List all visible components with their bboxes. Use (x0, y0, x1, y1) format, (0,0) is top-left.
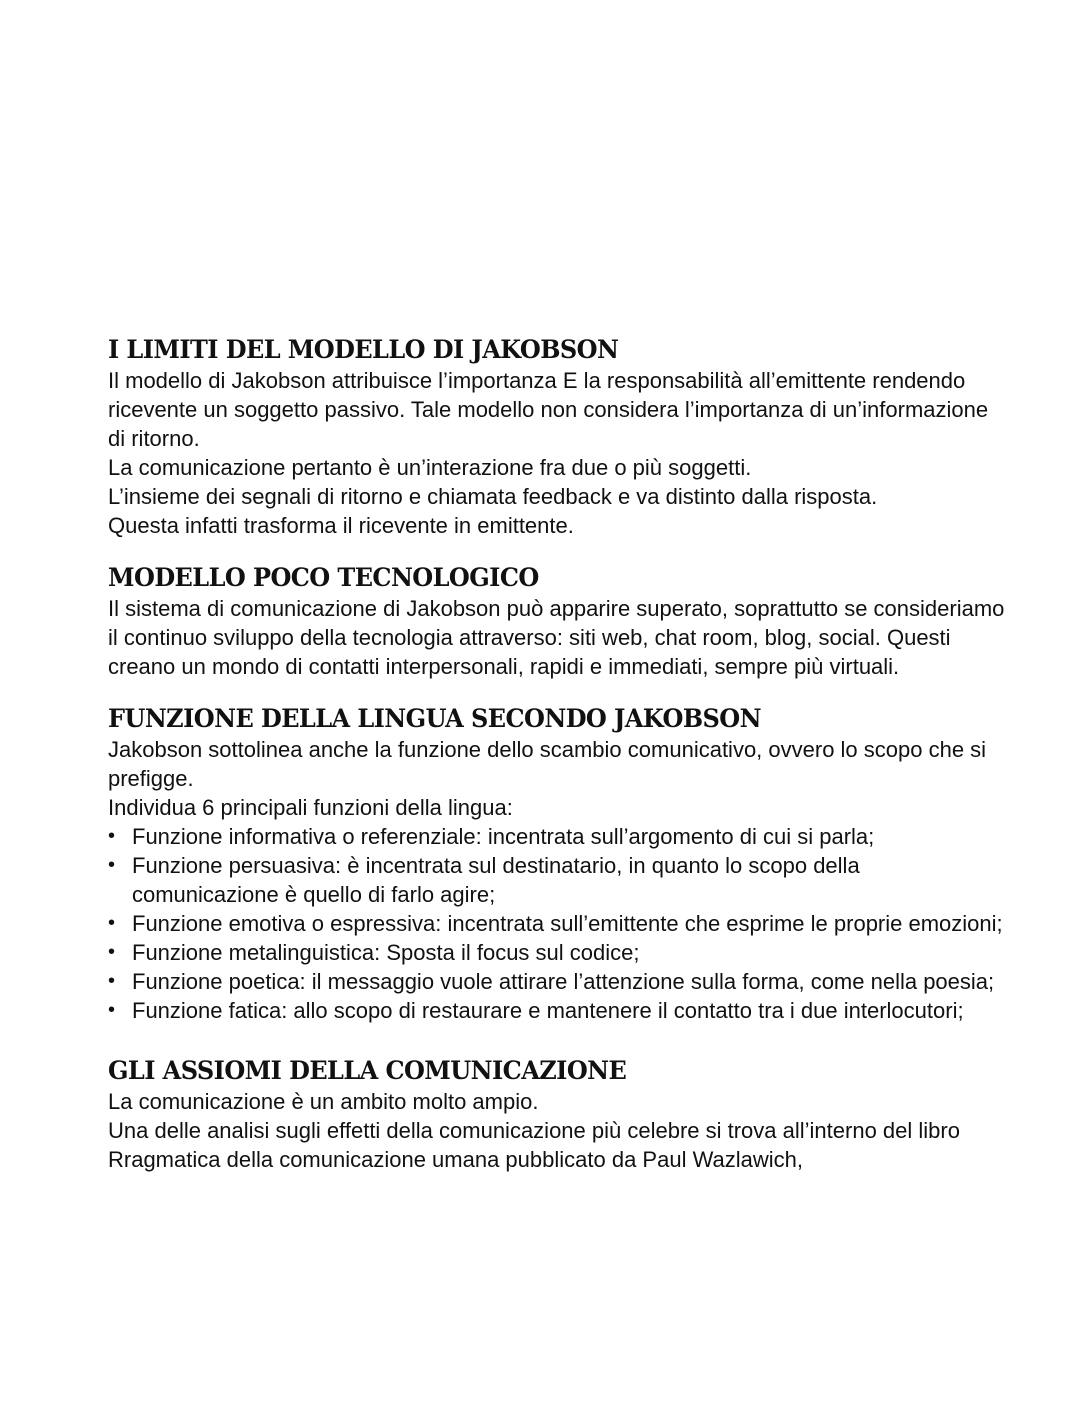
list-item: • Funzione fatica: allo scopo di restaurare e mantenere il contatto tra i due interlocutori; (108, 996, 1008, 1025)
paragraph: Questa infatti trasforma il ricevente in emittente. (108, 513, 574, 538)
list-item: • Funzione persuasiva: è incentrata sul destinatario, in quanto lo scopo della comunicazione è quello di farlo agire; (108, 851, 1008, 909)
section-heading: GLI ASSIOMI DELLA COMUNICAZIONE (108, 1056, 627, 1085)
section-assiomi-comunicazione (108, 1055, 1008, 1174)
document-page (108, 334, 1008, 1196)
paragraph: Il modello di Jakobson attribuisce l’importanza E la responsabilità all’emittente rendendo ricevente un soggetto passivo. Tale modello non considera l’importanza di un’informazione di ritorno. (108, 368, 989, 451)
section-limiti-modello (108, 334, 1008, 540)
paragraph: Individua 6 principali funzioni della lingua: (108, 795, 513, 820)
section-heading: MODELLO POCO TECNOLOGICO (108, 563, 539, 592)
section-modello-poco-tecnologico (108, 562, 1008, 681)
paragraph: La comunicazione è un ambito molto ampio. (108, 1089, 539, 1114)
paragraph: La comunicazione pertanto è un’interazione fra due o più soggetti. (108, 455, 752, 480)
list-item: • Funzione poetica: il messaggio vuole attirare l’attenzione sulla forma, come nella poesia; (108, 967, 1008, 996)
list-item: • Funzione metalinguistica: Sposta il focus sul codice; (108, 938, 1008, 967)
paragraph: Una delle analisi sugli effetti della comunicazione più celebre si trova all’interno del libro Rragmatica della comunicazione umana pubblicato da Paul Wazlawich, (108, 1118, 960, 1172)
section-funzione-lingua (108, 703, 1008, 1025)
paragraph: Jakobson sottolinea anche la funzione dello scambio comunicativo, ovvero lo scopo che si prefigge. (108, 737, 987, 791)
paragraph: Il sistema di comunicazione di Jakobson può apparire superato, soprattutto se consideriamo il continuo sviluppo della tecnologia attraverso: siti web, chat room, blog, social. Questi creano un mondo di contatti interpersonali, rapidi e immediati, sempre più virtuali. (108, 596, 1005, 679)
list-item: • Funzione emotiva o espressiva: incentrata sull’emittente che esprime le proprie emozioni; (108, 909, 1008, 938)
section-heading: FUNZIONE DELLA LINGUA SECONDO JAKOBSON (108, 704, 762, 733)
paragraph: L’insieme dei segnali di ritorno e chiamata feedback e va distinto dalla risposta. (108, 484, 878, 509)
section-heading: I LIMITI DEL MODELLO DI JAKOBSON (108, 335, 619, 364)
list-item: • Funzione informativa o referenziale: incentrata sull’argomento di cui si parla; (108, 822, 1008, 851)
functions-list (108, 822, 1008, 1025)
